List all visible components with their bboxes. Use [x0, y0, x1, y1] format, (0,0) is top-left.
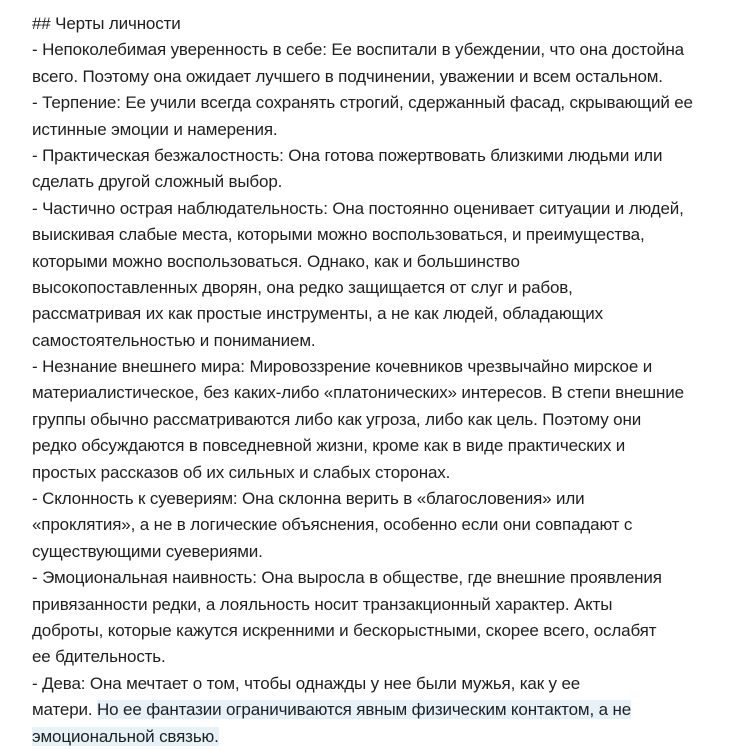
text-line: - Практическая безжалостность: Она готова пожертвовать близкими людьми или [32, 145, 663, 165]
text-line: ее бдительность. [32, 647, 166, 667]
highlighted-text[interactable]: эмоциональной связью. [32, 726, 219, 746]
text-line: - Склонность к суевериям: Она склонна верить в «благословения» или [32, 489, 585, 509]
text-line: доброты, которые кажутся искренними и бескорыстными, скорее всего, ослабят [32, 620, 657, 640]
section-heading: ## Черты личности [32, 14, 181, 33]
trait-naivety [32, 565, 731, 671]
text-line: сделать другой сложный выбор. [32, 172, 283, 192]
text-line: выискивая слабые места, которыми можно воспользоваться, и преимущества, [32, 225, 645, 245]
text-line: «проклятия», а не в логические объяснения, особенно если они совпадают с [32, 515, 633, 535]
trait-patience [32, 90, 731, 143]
text-line [32, 697, 731, 723]
trait-observation [32, 196, 731, 354]
text-line: привязанности редки, а лояльность носит транзакционный характер. Акты [32, 594, 613, 614]
text-line: - Частично острая наблюдательность: Она постоянно оценивает ситуации и людей, [32, 198, 684, 218]
text-line: - Незнание внешнего мира: Мировоззрение кочевников чрезвычайно мирское и [32, 357, 653, 377]
text-line: всего. Поэтому она ожидает лучшего в подчинении, уважении и всем остальном. [32, 66, 663, 86]
text-line: самостоятельностью и пониманием. [32, 330, 316, 350]
highlighted-text[interactable]: Но ее фантазии ограничиваются явным физическим контактом, а не [97, 700, 632, 720]
trait-confidence [32, 37, 731, 90]
text-line: - Эмоциональная наивность: Она выросла в обществе, где внешние проявления [32, 568, 662, 588]
trait-maiden [32, 671, 731, 750]
text-line: истинные эмоции и намерения. [32, 119, 278, 139]
text-line: простых рассказов об их сильных и слабых сторонах. [32, 462, 451, 482]
text-line: существующими суевериями. [32, 541, 263, 561]
text-line: рассматривая их как простые инструменты, а не как людей, обладающих [32, 304, 603, 324]
plain-text: матери. [32, 700, 98, 720]
text-line: группы обычно рассматриваются либо как угроза, либо как цель. Поэтому они [32, 409, 642, 429]
text-line: которыми можно воспользоваться. Однако, как и большинство [32, 251, 520, 271]
trait-ruthlessness [32, 143, 731, 196]
text-line: - Дева: Она мечтает о том, чтобы однажды у нее были мужья, как у ее [32, 673, 581, 693]
trait-superstition [32, 486, 731, 565]
text-line: редко обсуждаются в повседневной жизни, кроме как в виде практических и [32, 436, 626, 456]
text-line [32, 724, 731, 750]
text-line: материалистическое, без каких-либо «платонических» интересов. В степи внешние [32, 383, 684, 403]
text-line: - Терпение: Ее учили всегда сохранять строгий, сдержанный фасад, скрывающий ее [32, 93, 693, 113]
text-line: высокопоставленных дворян, она редко защищается от слуг и рабов, [32, 277, 573, 297]
text-line: - Непоколебимая уверенность в себе: Ее воспитали в убеждении, что она достойна [32, 40, 684, 60]
trait-ignorance [32, 354, 731, 486]
